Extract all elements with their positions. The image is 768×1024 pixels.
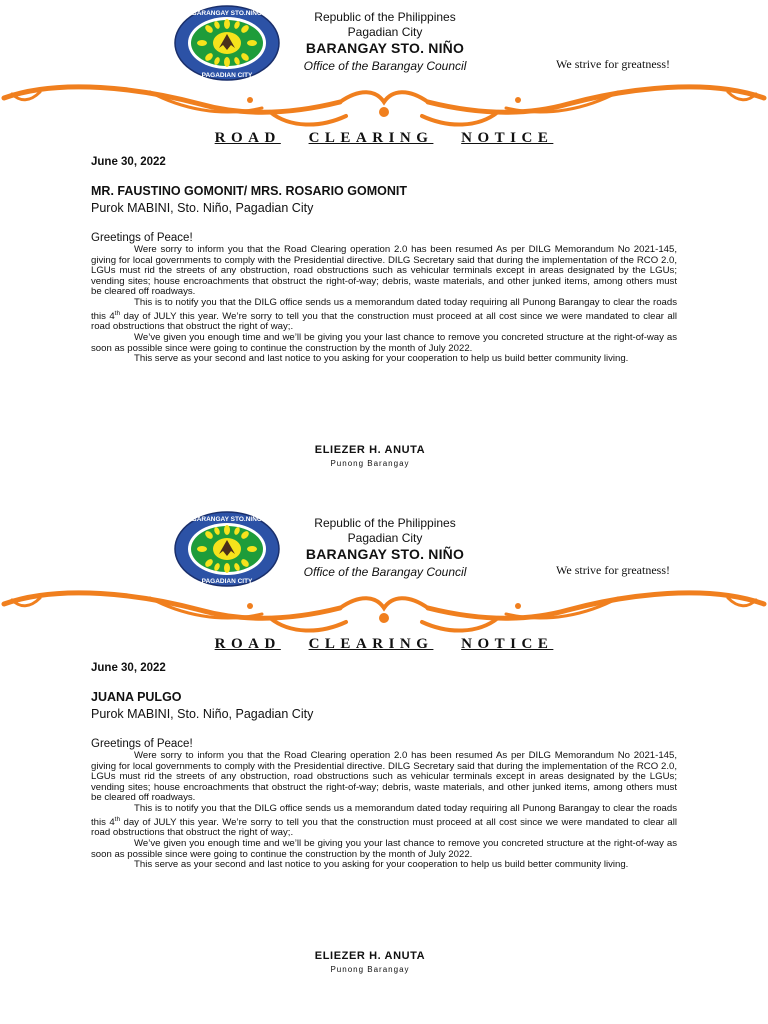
title-word-clearing: CLEARING	[308, 636, 434, 652]
letter-body	[91, 245, 677, 365]
title-word-clearing: CLEARING	[308, 130, 434, 146]
header-city: Pagadian City	[347, 531, 423, 545]
body-paragraph-3: We’ve given you enough time and we’ll be giving you your last chance to remove you concreted structure at the right-of-way as soon as possible since were going to continue the construction by the month of July 2022.	[91, 331, 677, 354]
recipient-address: Purok MABINI, Sto. Niño, Pagadian City	[91, 201, 314, 215]
header-office: Office of the Barangay Council	[303, 565, 467, 579]
greeting: Greetings of Peace!	[91, 738, 193, 750]
title-word-road: ROAD	[214, 130, 281, 146]
notice-date: June 30, 2022	[91, 156, 166, 168]
barangay-seal-logo	[172, 510, 282, 588]
body-paragraph-1: Were sorry to inform you that the Road Clearing operation 2.0 has been resumed As per DILG Memorandum No 2021-145, giving for local governments to comply with the Presidential directive. DILG Secretary said that during the implementation of the RCO 2.0, LGUs must rid the streets of any obstruction, road obstructions such as vehicular terminals except in areas designated by the LGUs; vending sites; house encroachments that obstruct the right-of-way; debris, waste materials, and other junked items, among others must be cleared off roadways.	[91, 750, 677, 804]
svg-text:PAGADIAN CITY: PAGADIAN CITY	[201, 72, 253, 79]
body-paragraph-4: This serve as your second and last notice to you asking for your cooperation to help us build better community living.	[134, 859, 629, 871]
notice-title	[0, 636, 768, 653]
notice-2	[0, 506, 768, 1012]
signer-role: Punong Barangay	[330, 459, 410, 468]
title-word-notice: NOTICE	[461, 130, 554, 146]
svg-text:PAGADIAN CITY: PAGADIAN CITY	[201, 578, 253, 585]
greeting: Greetings of Peace!	[91, 232, 193, 244]
header-republic: Republic of the Philippines	[314, 516, 456, 530]
signer-name: ELIEZER H. ANUTA	[314, 950, 426, 962]
motto: We strive for greatness!	[556, 57, 670, 71]
motto: We strive for greatness!	[556, 563, 670, 577]
title-word-notice: NOTICE	[461, 636, 554, 652]
letter-body	[91, 751, 677, 871]
svg-text:BARANGAY STO.NIÑO: BARANGAY STO.NIÑO	[192, 516, 262, 523]
recipient-name: JUANA PULGO	[91, 690, 182, 704]
barangay-seal-logo	[172, 4, 282, 82]
notice-title	[0, 130, 768, 147]
signer-name: ELIEZER H. ANUTA	[314, 444, 426, 456]
body-paragraph-2: This is to notify you that the DILG office sends us a memorandum dated today requiring all Punong Barangay to clear the roads this 4th day of JULY this year. We’re sorry to tell you that the construction must proceed at all cost since we were mandated to clear all road obstructions that obstruct the right of way;.	[91, 296, 677, 333]
signer-role: Punong Barangay	[330, 965, 410, 974]
body-paragraph-2: This is to notify you that the DILG office sends us a memorandum dated today requiring all Punong Barangay to clear the roads this 4th day of JULY this year. We’re sorry to tell you that the construction must proceed at all cost since we were mandated to clear all road obstructions that obstruct the right of way;.	[91, 802, 677, 839]
body-paragraph-1: Were sorry to inform you that the Road Clearing operation 2.0 has been resumed As per DILG Memorandum No 2021-145, giving for local governments to comply with the Presidential directive. DILG Secretary said that during the implementation of the RCO 2.0, LGUs must rid the streets of any obstruction, road obstructions such as vehicular terminals except in areas designated by the LGUs; vending sites; house encroachments that obstruct the right-of-way; debris, waste materials, and other junked items, among others must be cleared off roadways.	[91, 244, 677, 298]
header-office: Office of the Barangay Council	[303, 59, 467, 73]
title-word-road: ROAD	[214, 636, 281, 652]
decorative-flourish-divider	[0, 578, 768, 642]
notice-1	[0, 0, 768, 506]
header-barangay: BARANGAY STO. NIÑO	[305, 546, 465, 562]
recipient-name: MR. FAUSTINO GOMONIT/ MRS. ROSARIO GOMONIT	[91, 184, 407, 198]
decorative-flourish-divider	[0, 72, 768, 136]
recipient-address: Purok MABINI, Sto. Niño, Pagadian City	[91, 707, 314, 721]
body-paragraph-4: This serve as your second and last notice to you asking for your cooperation to help us build better community living.	[134, 353, 629, 365]
notice-date: June 30, 2022	[91, 662, 166, 674]
svg-text:BARANGAY STO.NIÑO: BARANGAY STO.NIÑO	[192, 10, 262, 17]
body-paragraph-3: We’ve given you enough time and we’ll be giving you your last chance to remove you concreted structure at the right-of-way as soon as possible since were going to continue the construction by the month of July 2022.	[91, 837, 677, 860]
header-city: Pagadian City	[347, 25, 423, 39]
header-republic: Republic of the Philippines	[314, 10, 456, 24]
header-barangay: BARANGAY STO. NIÑO	[305, 40, 465, 56]
